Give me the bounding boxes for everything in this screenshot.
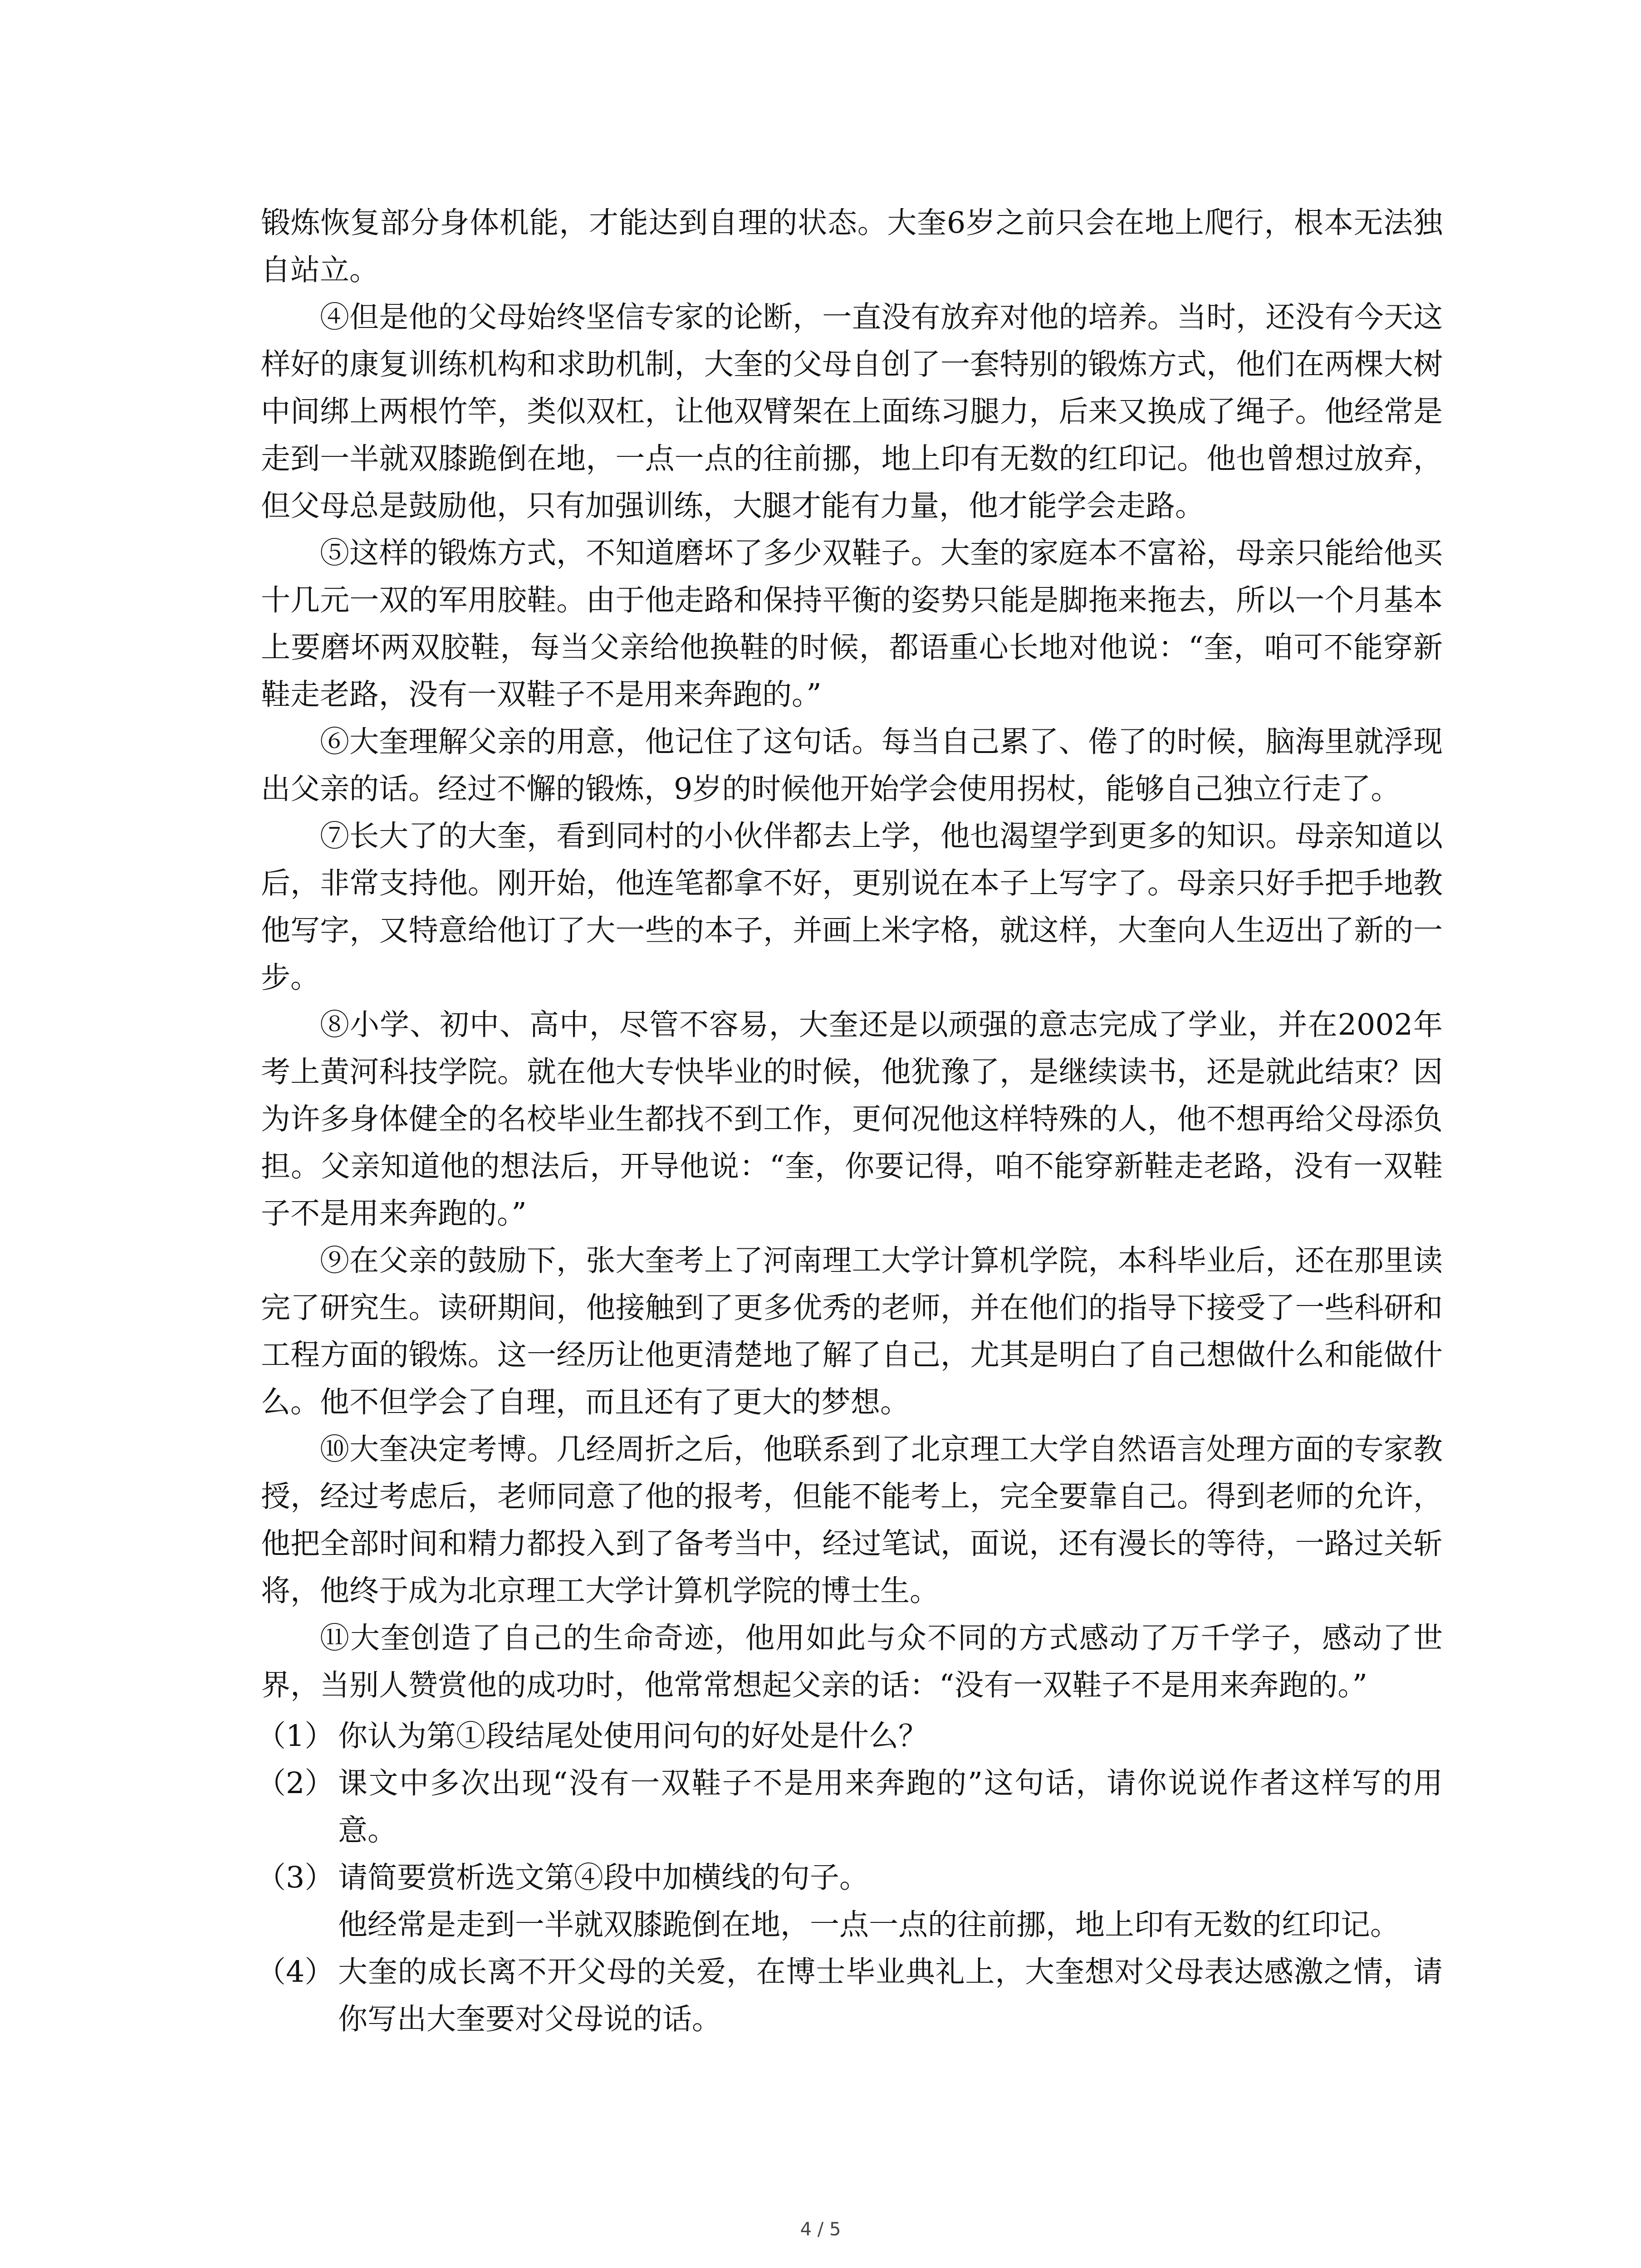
question-list [256, 1713, 1443, 2043]
paragraph-continuation: 锻炼恢复部分身体机能，才能达到自理的状态。大奎6岁之前只会在地上爬行，根本无法独自站立。 [261, 206, 1443, 287]
question-number: （4） [256, 1955, 334, 1989]
paragraph-6: ⑥大奎理解父亲的用意，他记住了这句话。每当自己累了、倦了的时候，脑海里就浮现出父亲的话。经过不懈的锻炼，9岁的时候他开始学会使用拐杖，能够自己独立行走了。 [261, 725, 1443, 806]
question-3 [256, 1854, 1443, 1901]
document-body [256, 200, 1443, 2043]
question-3-quoted-sentence: 他经常是走到一半就双膝跪倒在地，一点一点的往前挪，地上印有无数的红印记。 [338, 1908, 1400, 1942]
question-2 [256, 1760, 1443, 1854]
question-number: （2） [256, 1766, 334, 1800]
question-text: 你认为第①段结尾处使用问句的好处是什么？ [338, 1719, 928, 1753]
paragraph-11: ⑪大奎创造了自己的生命奇迹，他用如此与众不同的方式感动了万千学子，感动了世界，当别人赞赏他的成功时，他常常想起父亲的话：“没有一双鞋子不是用来奔跑的。” [261, 1621, 1443, 1702]
question-number: （1） [256, 1719, 334, 1753]
paragraph-5: ⑤这样的锻炼方式，不知道磨坏了多少双鞋子。大奎的家庭本不富裕，母亲只能给他买十几元一双的军用胶鞋。由于他走路和保持平衡的姿势只能是脚拖来拖去，所以一个月基本上要磨坏两双胶鞋，每当父亲给他换鞋的时候，都语重心长地对他说：“奎，咱可不能穿新鞋走老路，没有一双鞋子不是用来奔跑的。” [261, 536, 1443, 712]
question-text: 大奎的成长离不开父母的关爱，在博士毕业典礼上，大奎想对父母表达感激之情，请你写出大奎要对父母说的话。 [338, 1955, 1443, 2036]
question-1 [256, 1713, 1443, 1760]
question-number: （3） [256, 1861, 334, 1895]
paragraph-8: ⑧小学、初中、高中，尽管不容易，大奎还是以顽强的意志完成了学业，并在2002年考上黄河科技学院。就在他大专快毕业的时候，他犹豫了，是继续读书，还是就此结束？因为许多身体健全的名校毕业生都找不到工作，更何况他这样特殊的人，他不想再给父母添负担。父亲知道他的想法后，开导他说：“奎，你要记得，咱不能穿新鞋走老路，没有一双鞋子不是用来奔跑的。” [261, 1008, 1443, 1231]
paragraph-4: ④但是他的父母始终坚信专家的论断，一直没有放弃对他的培养。当时，还没有今天这样好的康复训练机构和求助机制，大奎的父母自创了一套特别的锻炼方式，他们在两棵大树中间绑上两根竹竿，类似双杠，让他双臂架在上面练习腿力，后来又换成了绳子。他经常是走到一半就双膝跪倒在地，一点一点的往前挪，地上印有无数的红印记。他也曾想过放弃，但父母总是鼓励他，只有加强训练，大腿才能有力量，他才能学会走路。 [261, 300, 1443, 523]
question-text: 课文中多次出现“没有一双鞋子不是用来奔跑的”这句话，请你说说作者这样写的用意。 [338, 1766, 1443, 1848]
question-text: 请简要赏析选文第④段中加横线的句子。 [338, 1861, 869, 1895]
paragraph-9: ⑨在父亲的鼓励下，张大奎考上了河南理工大学计算机学院，本科毕业后，还在那里读完了研究生。读研期间，他接触到了更多优秀的老师，并在他们的指导下接受了一些科研和工程方面的锻炼。这一经历让他更清楚地了解了自己，尤其是明白了自己想做什么和能做什么。他不但学会了自理，而且还有了更大的梦想。 [261, 1244, 1443, 1419]
page-number: 4 / 5 [800, 2219, 841, 2240]
paragraph-7: ⑦长大了的大奎，看到同村的小伙伴都去上学，他也渴望学到更多的知识。母亲知道以后，非常支持他。刚开始，他连笔都拿不好，更别说在本子上写字了。母亲只好手把手地教他写字，又特意给他订了大一些的本子，并画上米字格，就这样，大奎向人生迈出了新的一步。 [261, 819, 1443, 995]
paragraph-10: ⑩大奎决定考博。几经周折之后，他联系到了北京理工大学自然语言处理方面的专家教授，经过考虑后，老师同意了他的报考，但能不能考上，完全要靠自己。得到老师的允许，他把全部时间和精力都投入到了备考当中，经过笔试，面说，还有漫长的等待，一路过关斩将，他终于成为北京理工大学计算机学院的博士生。 [261, 1432, 1443, 1608]
question-4 [256, 1949, 1443, 2043]
